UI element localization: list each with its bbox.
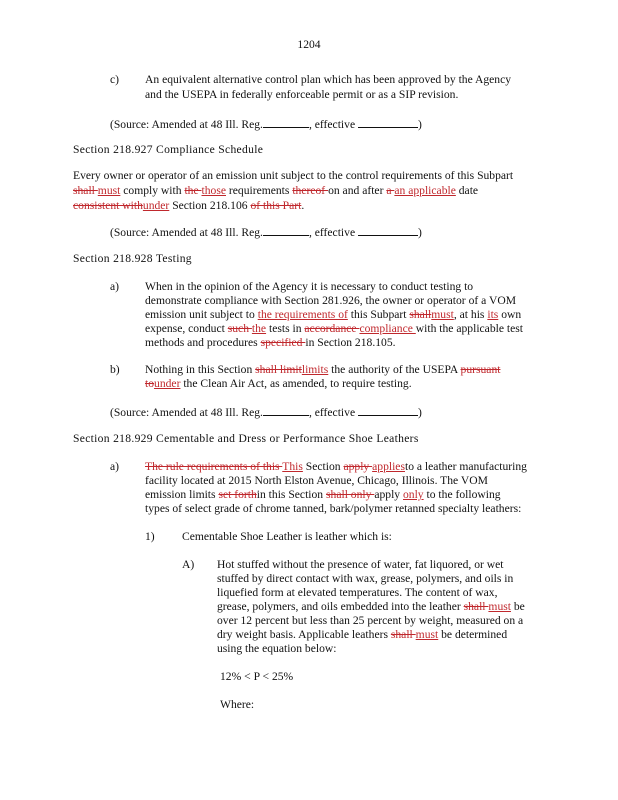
source-effective: , effective xyxy=(308,406,356,419)
ins: those xyxy=(201,184,226,197)
text: in Section 218.105. xyxy=(305,336,396,349)
del: shall xyxy=(463,600,489,613)
section-929-A-line-1: Hot stuffed without the presence of water, fat liquored, or wet xyxy=(217,558,504,571)
equation: 12% < P < 25% xyxy=(220,670,294,683)
text: Section xyxy=(302,460,344,473)
text: with the applicable test xyxy=(415,322,523,335)
text: dry weight basis. Applicable leathers xyxy=(217,628,391,641)
text: expense, conduct xyxy=(145,322,228,335)
text: comply with xyxy=(120,184,185,197)
del: apply xyxy=(343,460,373,473)
section-929-a-line-1 xyxy=(145,460,527,474)
item-c-line-1: An equivalent alternative control plan which has been approved by the Agency xyxy=(145,73,512,86)
section-928-a-label: a) xyxy=(110,280,120,293)
ins: only xyxy=(402,488,424,501)
text: methods and procedures xyxy=(145,336,261,349)
del: The rule requirements of this xyxy=(145,460,283,473)
text: tests in xyxy=(266,322,305,335)
del: of this Part xyxy=(250,199,302,212)
section-929-A-line-2: stuffed by direct contact with wax, grease, polymers, and oils in xyxy=(217,572,514,585)
text: date xyxy=(455,184,479,197)
ins: must xyxy=(431,308,454,321)
section-928-a-line-3 xyxy=(145,308,521,322)
section-929-A-label: A) xyxy=(182,558,195,571)
section-927-line-2 xyxy=(73,184,478,198)
text: apply xyxy=(374,488,403,501)
section-928-b-label: b) xyxy=(110,363,120,376)
source-note-2 xyxy=(110,225,422,240)
text: Nothing in this Section xyxy=(145,363,256,376)
del: shall xyxy=(73,184,98,197)
section-929-a-line-2: facility located at 2015 North Elston Avenue, Chicago, Illinois. The VOM xyxy=(145,474,488,487)
text: this Subpart xyxy=(347,308,410,321)
del: consistent with xyxy=(73,199,143,212)
section-929-a-label: a) xyxy=(110,460,120,473)
del: shall only xyxy=(326,488,375,501)
ins: must xyxy=(415,628,439,641)
section-929-A-line-4 xyxy=(217,600,525,614)
text: own xyxy=(498,308,522,321)
section-928-b-line-2 xyxy=(145,377,412,391)
source-effective: , effective xyxy=(308,118,356,131)
source-close: ) xyxy=(418,406,422,419)
del: shall limit xyxy=(255,363,302,376)
del: pursuant xyxy=(460,363,501,376)
ins: This xyxy=(282,460,303,473)
reg-blank xyxy=(263,117,309,128)
section-929-a-line-3 xyxy=(145,488,501,502)
source-open: (Source: Amended at 48 Ill. Reg. xyxy=(110,118,263,131)
source-close: ) xyxy=(418,226,422,239)
ins: under xyxy=(142,199,170,212)
source-effective: , effective xyxy=(308,226,356,239)
section-927-line-3 xyxy=(73,199,304,213)
text: . xyxy=(301,199,305,212)
effective-blank xyxy=(358,117,418,128)
text: in this Section xyxy=(256,488,327,501)
section-929-A-line-6 xyxy=(217,628,507,642)
section-929-1-label: 1) xyxy=(145,530,155,543)
del: to xyxy=(145,377,155,390)
ins: an applicable xyxy=(394,184,456,197)
section-929-A-line-7: using the equation below: xyxy=(217,642,337,655)
source-note-3 xyxy=(110,405,422,420)
source-note-1 xyxy=(110,117,422,132)
text: to the following xyxy=(423,488,501,501)
effective-blank xyxy=(358,225,418,236)
del: shall xyxy=(409,308,432,321)
page-number: 1204 xyxy=(297,38,321,51)
section-928-a-line-4 xyxy=(145,322,523,336)
section-929-a-line-4: types of select grade of chrome tanned, bark/polymer retanned specialty leathers: xyxy=(145,502,522,515)
section-929-A-line-3: liquefied form at elevated temperatures. The content of wax, xyxy=(217,586,498,599)
effective-blank xyxy=(358,405,418,416)
ins: its xyxy=(487,308,499,321)
ins: the requirements of xyxy=(257,308,348,321)
del: shall xyxy=(390,628,416,641)
del: the xyxy=(184,184,202,197)
del: a xyxy=(386,184,395,197)
text: emission unit subject to xyxy=(145,308,258,321)
ins: the xyxy=(251,322,267,335)
item-c-line-2: and the USEPA in federally enforceable permit or as a SIP revision. xyxy=(145,88,459,101)
del: specified xyxy=(260,336,306,349)
section-927-line-1: Every owner or operator of an emission unit subject to the control requirements of this Subpart xyxy=(73,169,514,182)
del: such xyxy=(227,322,252,335)
ins: limits xyxy=(301,363,329,376)
del: thereof xyxy=(292,184,329,197)
text: to a leather manufacturing xyxy=(404,460,527,473)
section-928-heading: Section 218.928 Testing xyxy=(73,252,192,265)
ins: must xyxy=(488,600,511,613)
section-928-b-line-1 xyxy=(145,363,500,377)
section-929-A-line-5: over 12 percent but less than 25 percent by weight, measured on a xyxy=(217,614,524,627)
ins: compliance xyxy=(359,322,416,335)
section-929-1-text: Cementable Shoe Leather is leather which is: xyxy=(182,530,392,543)
ins: applies xyxy=(372,460,405,473)
item-c-label: c) xyxy=(110,73,120,86)
section-929-heading: Section 218.929 Cementable and Dress or Performance Shoe Leathers xyxy=(73,432,419,445)
text: be xyxy=(510,600,525,613)
source-open: (Source: Amended at 48 Ill. Reg. xyxy=(110,406,263,419)
text: grease, polymers, and oils embedded into the leather xyxy=(217,600,464,613)
section-928-a-line-1: When in the opinion of the Agency it is necessary to conduct testing to xyxy=(145,280,474,293)
text: on and after xyxy=(328,184,387,197)
text: Section 218.106 xyxy=(169,199,251,212)
del: accordance xyxy=(304,322,360,335)
section-927-heading: Section 218.927 Compliance Schedule xyxy=(73,143,264,156)
text: emission limits xyxy=(145,488,219,501)
source-open: (Source: Amended at 48 Ill. Reg. xyxy=(110,226,263,239)
reg-blank xyxy=(263,225,309,236)
ins: under xyxy=(154,377,181,390)
text: be determined xyxy=(438,628,508,641)
where-label: Where: xyxy=(220,698,255,711)
source-close: ) xyxy=(418,118,422,131)
ins: must xyxy=(97,184,121,197)
text: the Clean Air Act, as amended, to require testing. xyxy=(180,377,412,390)
text: , at his xyxy=(453,308,488,321)
reg-blank xyxy=(263,405,309,416)
text: requirements xyxy=(226,184,293,197)
section-928-a-line-5 xyxy=(145,336,396,350)
del: set forth xyxy=(218,488,257,501)
section-928-a-line-2: demonstrate compliance with Section 281.926, the owner or operator of a VOM xyxy=(145,294,517,307)
text: the authority of the USEPA xyxy=(328,363,461,376)
